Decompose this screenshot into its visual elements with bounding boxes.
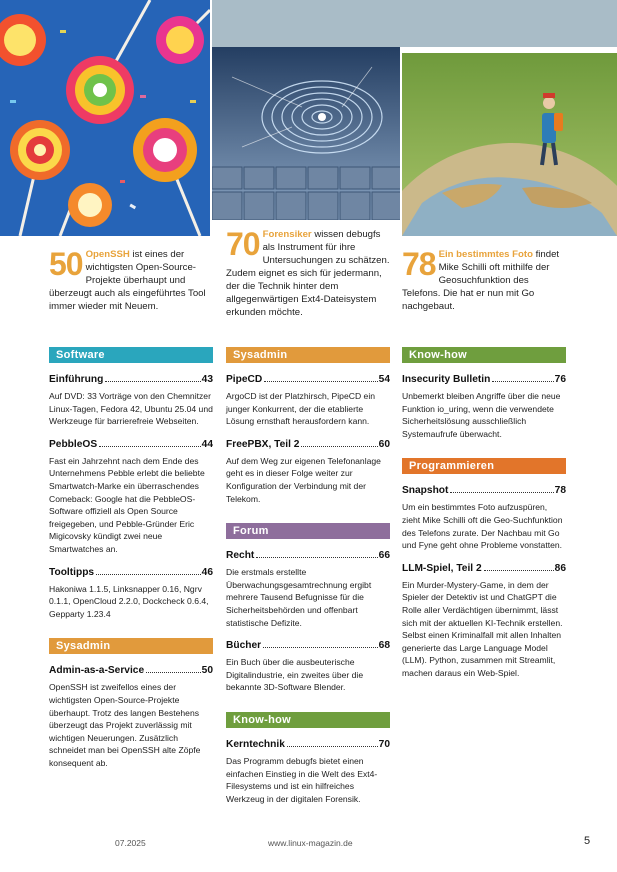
feature-teaser-foto[interactable] (402, 248, 568, 313)
article-page-number[interactable]: 68 (378, 640, 390, 652)
leader-dots (264, 381, 377, 382)
toc-column-middle (226, 347, 390, 823)
leader-dots (105, 381, 200, 382)
toc-section (49, 347, 213, 620)
section-heading: Programmieren (402, 458, 566, 474)
leader-dots (263, 647, 378, 648)
feature-page-number: 78 (402, 246, 436, 282)
toc-entry-heading[interactable] (226, 738, 390, 751)
toc-entry[interactable] (49, 566, 213, 621)
feature-keyword: OpenSSH (85, 249, 130, 260)
toc-entry[interactable] (226, 438, 390, 505)
article-summary: Auf dem Weg zur eigenen Telefonanlage geht es in dieser Folge weiter zur Konfiguration der Verbindung mit der Telekom. (226, 455, 381, 504)
toc-entry-heading[interactable] (402, 484, 566, 497)
leader-dots (96, 574, 201, 575)
toc-entry-heading[interactable] (402, 373, 566, 386)
article-title[interactable]: Recht (226, 550, 255, 562)
article-summary: Fast ein Jahrzehnt nach dem Ende des Unternehmens Pebble erlebt die beliebte Smartwatch-Marke ein überraschendes Comeback: Google hat die PebbleOS-Software offiziell als Open Source freigegeben, und Pebble-Gründer Eric Migicovsky kündigt zwei neue Smartwatches an. (49, 455, 205, 554)
article-title[interactable]: Admin-as-a-Service (49, 665, 145, 677)
magazine-url[interactable]: www.linux-magazin.de (268, 838, 353, 848)
toc-column-left (49, 347, 213, 787)
article-summary: Die erstmals erstellte Überwachungsgesamtrechnung ergibt mehrere Tausend Befugnisse für die Sicherheitsbehörden und offenbart statistische Defizite. (226, 567, 372, 628)
article-summary: OpenSSH ist zweifellos eines der wichtigsten Open-Source-Projekte überhaupt. Trotz des langen Bestehens überzeugt das Projekt zuverlässig mit wichtigen Neuerungen. Zusätzlich schneidet man bei OpenSSH alte Zöpfe konsequent ab. (49, 682, 201, 768)
feature-text: wissen debugfs als Instrument für ihre Untersuchungen zu schätzen. Zudem eignet es sich für jedermann, der die Technik hinter dem allgegenwärtigen Ext4-Dateisystem erkunden möchte. (226, 229, 390, 318)
article-page-number[interactable]: 76 (554, 374, 566, 385)
toc-entry-heading[interactable] (402, 562, 566, 575)
feature-teaser-forensik[interactable] (226, 228, 390, 319)
toc-entry[interactable] (226, 549, 390, 629)
toc-entry-heading[interactable] (49, 566, 213, 579)
article-title[interactable]: Einführung (49, 374, 104, 385)
article-page-number[interactable]: 54 (378, 374, 390, 385)
toc-entry-heading[interactable] (226, 549, 390, 562)
header-color-band (212, 0, 617, 47)
toc-section (402, 347, 566, 440)
toc-entry-heading[interactable] (226, 373, 390, 386)
article-page-number[interactable]: 43 (201, 374, 213, 385)
article-title[interactable]: PebbleOS (49, 438, 98, 450)
toc-entry-heading[interactable] (49, 664, 213, 677)
digital-fingerprint-image (212, 47, 400, 220)
article-page-number[interactable]: 86 (554, 562, 566, 574)
toc-entry[interactable] (49, 664, 213, 769)
toc-entry-heading[interactable] (49, 438, 213, 451)
leader-dots (450, 492, 553, 493)
section-heading: Sysadmin (49, 638, 213, 654)
toc-section (402, 458, 566, 679)
toc-entry[interactable] (49, 438, 213, 556)
toc-entry-heading[interactable] (49, 373, 213, 386)
article-page-number[interactable]: 78 (554, 485, 566, 497)
toc-entry[interactable] (226, 373, 390, 428)
toc-entry-heading[interactable] (226, 438, 390, 451)
article-page-number[interactable]: 50 (201, 665, 213, 677)
article-page-number[interactable]: 70 (378, 738, 390, 750)
globe-traveler-image (402, 53, 617, 236)
issue-date: 07.2025 (115, 838, 146, 848)
section-heading: Forum (226, 523, 390, 539)
leader-dots (287, 746, 378, 747)
feature-page-number: 70 (226, 226, 260, 262)
article-title[interactable]: Snapshot (402, 485, 449, 497)
feature-text: ist eines der wichtigsten Open-Source-Projekte überhaupt und überzeugt auch als eingeführtes Tool immer wieder mit Neuem. (49, 249, 206, 312)
article-title[interactable]: Tooltipps (49, 566, 95, 578)
article-page-number[interactable]: 60 (378, 438, 390, 450)
article-page-number[interactable]: 46 (201, 566, 213, 578)
article-title[interactable]: PipeCD (226, 374, 263, 385)
article-summary: Ein Murder-Mystery-Game, in dem der Spieler der Detektiv ist und ChatGPT die Rolle aller Verdächtigen übernimmt, lässt sich mit der aktuellen KI-Technik erstellen. Selbst einen Kriminalfall mit allen Inhalten generierte das Large Language Model (LLM). Python, zusammen mit Streamlit, machen daraus ein Web-Spiel. (402, 579, 563, 678)
article-summary: ArgoCD ist der Platzhirsch, PipeCD ein junger Konkurrent, der die etablierte Lösung ernsthaft herausfordern kann. (226, 391, 376, 427)
lollipop-candy-image (0, 0, 210, 236)
leader-dots (484, 570, 554, 571)
feature-teaser-openssh[interactable] (49, 248, 213, 313)
toc-entry[interactable] (402, 373, 566, 440)
article-summary: Ein Buch über die ausbeuterische Digitalindustrie, ein zweites über die bekannte 3D-Software Blender. (226, 657, 364, 693)
feature-text: findet Mike Schilli oft mithilfe der Geosuchfunktion des Telefons. Die hat er nun mit Go nachgebaut. (402, 249, 560, 312)
toc-entry[interactable] (226, 738, 390, 805)
leader-dots (256, 557, 377, 558)
leader-dots (301, 446, 377, 447)
toc-entry[interactable] (49, 373, 213, 428)
toc-section (226, 347, 390, 505)
toc-entry[interactable] (402, 484, 566, 551)
article-title[interactable]: FreePBX, Teil 2 (226, 438, 300, 450)
toc-section (226, 523, 390, 694)
page-number: 5 (584, 835, 591, 847)
section-heading: Know-how (226, 712, 390, 728)
toc-entry[interactable] (226, 639, 390, 694)
toc-entry-heading[interactable] (226, 639, 390, 652)
leader-dots (99, 446, 201, 447)
section-heading: Sysadmin (226, 347, 390, 363)
toc-section (226, 712, 390, 805)
article-summary: Hakoniwa 1.1.5, Linksnapper 0.16, Ngrv 0.1.1, OpenCloud 2.2.0, Dockcheck 0.6.4, Gepparty 1.23.4 (49, 583, 209, 619)
toc-entry[interactable] (402, 562, 566, 680)
toc-section (49, 638, 213, 769)
section-heading: Software (49, 347, 213, 363)
article-title[interactable]: Insecurity Bulletin (402, 374, 491, 385)
article-summary: Das Programm debugfs bietet einen einfachen Einstieg in die Welt des Ext4-Filesystems und ist ein hilfreiches Werkzeug in der digitalen Forensik. (226, 755, 378, 804)
article-title[interactable]: LLM-Spiel, Teil 2 (402, 562, 482, 574)
leader-dots (146, 672, 201, 673)
toc-column-right (402, 347, 566, 698)
article-summary: Unbemerkt bleiben Angriffe über die neue Funktion io_uring, wenn die verwendete Sicherheitslösung ausschließlich Systemaufrufe überwacht. (402, 391, 561, 439)
section-heading: Know-how (402, 347, 566, 363)
feature-keyword: Ein bestimmtes Foto (438, 249, 533, 260)
article-page-number[interactable]: 66 (378, 550, 390, 562)
feature-page-number: 50 (49, 246, 83, 282)
feature-keyword: Forensiker (262, 229, 312, 240)
leader-dots (492, 381, 553, 382)
article-title[interactable]: Kerntechnik (226, 738, 285, 750)
article-page-number[interactable]: 44 (201, 438, 213, 450)
article-summary: Um ein bestimmtes Foto aufzuspüren, zieht Mike Schilli oft die Geo-Suchfunktion des Telefons zurate. Der Nachbau mit Go und Fyne geht ohne Probleme vonstatten. (402, 502, 563, 551)
article-title[interactable]: Bücher (226, 640, 262, 652)
article-summary: Auf DVD: 33 Vorträge von den Chemnitzer Linux-Tagen, Fedora 42, Ubuntu 25.04 und Werkzeuge für barrierefreie Webseiten. (49, 391, 213, 427)
